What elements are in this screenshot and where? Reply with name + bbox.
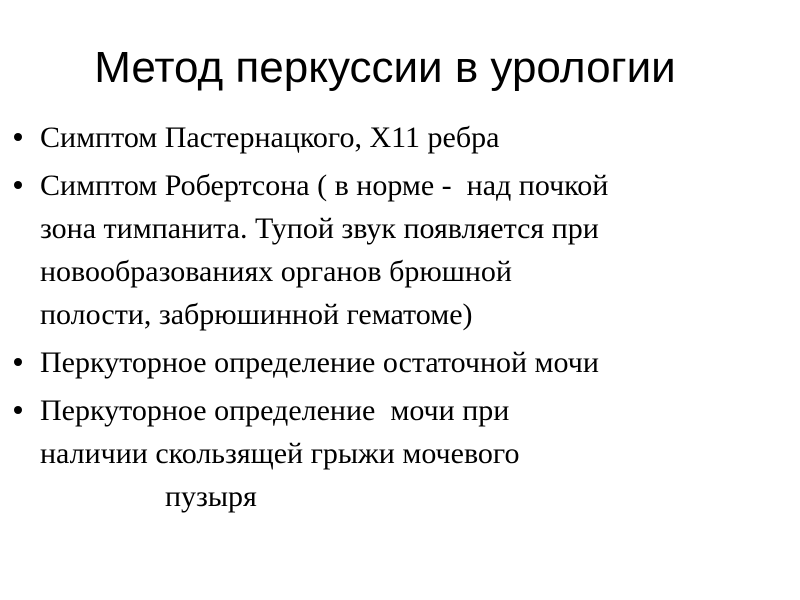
bullet-text-line: полости, забрюшинной гематоме) xyxy=(40,298,473,331)
bullet-text-line: Перкуторное определение мочи при xyxy=(40,394,510,427)
bullet-dot-icon xyxy=(14,358,22,366)
slide-title: Метод перкуссии в урологии xyxy=(94,43,676,92)
bullet-text-line: наличии скользящей грыжи мочевого xyxy=(40,437,520,470)
bullet-list xyxy=(10,116,750,523)
bullet-item xyxy=(10,389,750,518)
bullet-text-line: Симптом Робертсона ( в норме - над почкой xyxy=(40,169,609,202)
bullet-item xyxy=(10,116,750,159)
bullet-item xyxy=(10,341,750,384)
bullet-dot-icon xyxy=(14,181,22,189)
bullet-text-line: новообразованиях органов брюшной xyxy=(40,255,512,288)
bullet-item xyxy=(10,164,750,336)
bullet-text-line: пузыря xyxy=(165,480,257,513)
bullet-text-line: Перкуторное определение остаточной мочи xyxy=(40,346,599,379)
bullet-text-line: Симптом Пастернацкого, Х11 ребра xyxy=(40,121,500,154)
bullet-text-line: зона тимпанита. Тупой звук появляется при xyxy=(40,212,599,245)
bullet-dot-icon xyxy=(14,406,22,414)
bullet-dot-icon xyxy=(14,133,22,141)
